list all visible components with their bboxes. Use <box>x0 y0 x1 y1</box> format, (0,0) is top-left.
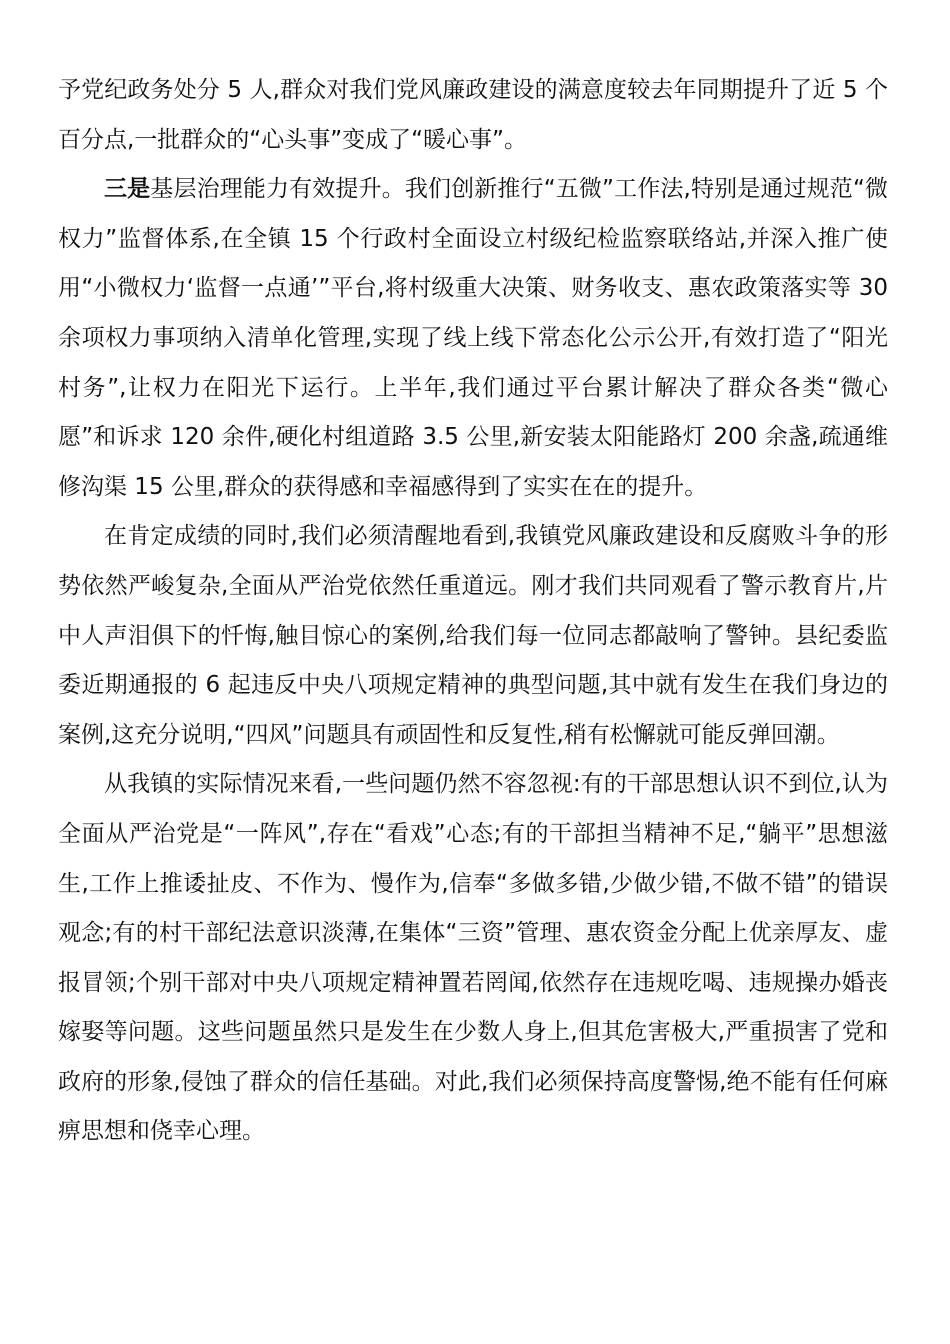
paragraph-situation-assessment <box>58 512 888 760</box>
paragraph-text: 基层治理能力有效提升。我们创新推行“五微”工作法,特别是通过规范“微权力”监督体系,在全镇 15 个行政村全面设立村级纪检监察联络站,并深入推广使用“小微权力‘监督一点通’”平台,将村级重大决策、财务收支、惠农政策落实等 30 余项权力事项纳入清单化管理,实现了线上线下常态化公示公开,有效打造了“阳光村务”,让权力在阳光下运行。上半年,我们通过平台累计解决了群众各类“微心愿”和诉求 120 余件,硬化村组道路 3.5 公里,新安装太阳能路灯 200 余盏,疏通维修沟渠 15 公里,群众的获得感和幸福感得到了实实在在的提升。 <box>58 176 889 500</box>
paragraph-grassroots-governance <box>58 165 888 512</box>
paragraph-text: 从我镇的实际情况来看,一些问题仍然不容忽视:有的干部思想认识不到位,认为全面从严治党是“一阵风”,存在“看戏”心态;有的干部担当精神不足,“躺平”思想滋生,工作上推诿扯皮、不作为、慢作为,信奉“多做多错,少做少错,不做不错”的错误观念;有的村干部纪法意识淡薄,在集体“三资”管理、惠农资金分配上优亲厚友、虚报冒领;个别干部对中央八项规定精神置若罔闻,依然存在违规吃喝、违规操办婚丧嫁娶等问题。这些问题虽然只是发生在少数人身上,但其危害极大,严重损害了党和政府的形象,侵蚀了群众的信任基础。对此,我们必须保持高度警惕,绝不能有任何麻痹思想和侥幸心理。 <box>58 771 888 1145</box>
document-page <box>58 66 888 1157</box>
paragraph-text: 予党纪政务处分 5 人,群众对我们党风廉政建设的满意度较去年同期提升了近 5 个百分点,一批群众的“心头事”变成了“暖心事”。 <box>58 77 888 153</box>
paragraph-problems <box>58 760 888 1157</box>
paragraph-text: 在肯定成绩的同时,我们必须清醒地看到,我镇党风廉政建设和反腐败斗争的形势依然严峻复杂,全面从严治党依然任重道远。刚才我们共同观看了警示教育片,片中人声泪俱下的忏悔,触目惊心的案例,给我们每一位同志都敲响了警钟。县纪委监委近期通报的 6 起违反中央八项规定精神的典型问题,其中就有发生在我们身边的案例,这充分说明,“四风”问题具有顽固性和反复性,稍有松懈就可能反弹回潮。 <box>58 523 888 748</box>
paragraph-lead-bold: 三是 <box>104 176 151 203</box>
paragraph-satisfaction <box>58 66 888 165</box>
